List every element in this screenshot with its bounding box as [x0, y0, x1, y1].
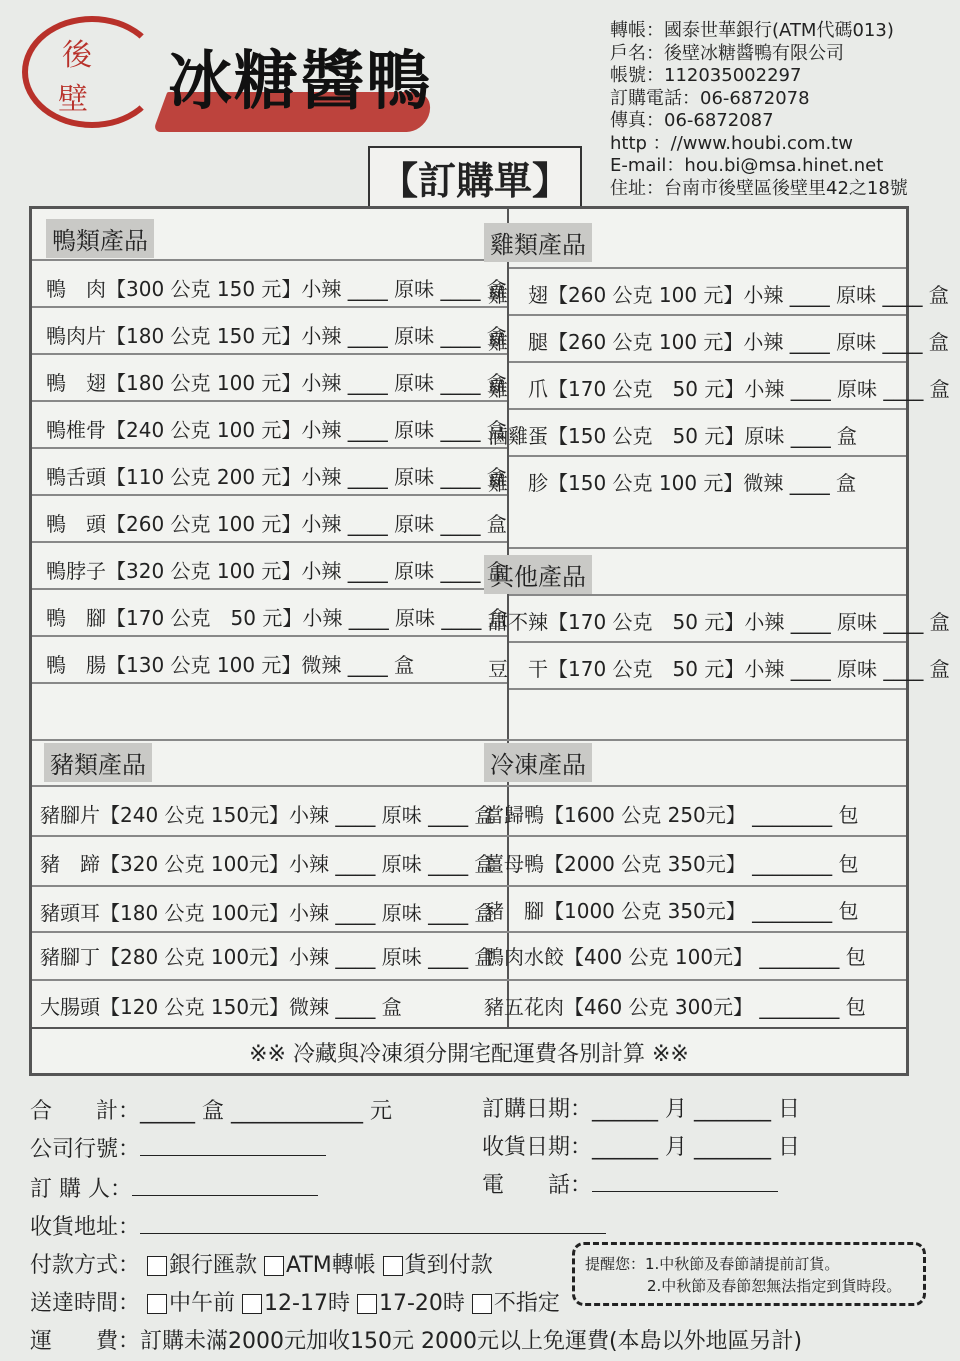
duck-row: 鴨 頭【260 公克 100 元】小辣 ____ 原味 ____ 盒: [46, 512, 507, 536]
chicken-row: 雞 爪【170 公克 50 元】小辣 ____ 原味 ____ 盒: [488, 377, 950, 401]
section-chicken: 雞類產品: [484, 223, 592, 262]
payment-option: 銀行匯款: [169, 1253, 258, 1278]
phone-label: 電 話：: [482, 1173, 593, 1198]
buyer-field[interactable]: [30, 1172, 318, 1203]
chicken-row: 雞 胗【150 公克 100 元】微辣 ____ 盒: [488, 471, 857, 495]
total-field[interactable]: 合 計：_____ 盒 ____________ 元: [30, 1099, 392, 1124]
duck-row: 鴨肉片【180 公克 150 元】小辣 ____ 原味 ____ 盒: [46, 324, 507, 348]
chicken-row: 滷雞蛋【150 公克 50 元】原味 ____ 盒: [488, 424, 858, 448]
atm-transfer-checkbox[interactable]: [264, 1256, 284, 1276]
reminder-line-2: 2.中秋節及春節恕無法指定到貨時段。: [647, 1277, 902, 1295]
payment-option: 貨到付款: [404, 1253, 493, 1278]
company-label: 公司行號：: [30, 1137, 141, 1162]
frozen-row: 鴨肉水餃【400 公克 100元】 ________ 包: [484, 945, 866, 969]
delivery-time-row: [30, 1286, 560, 1317]
delivery-time-label: 送達時間：: [30, 1291, 141, 1316]
duck-row: 鴨 翅【180 公克 100 元】小辣 ____ 原味 ____ 盒: [46, 371, 507, 395]
duck-row: 鴨 腳【170 公克 50 元】小辣 ____ 原味 ____ 盒: [46, 606, 508, 630]
cod-checkbox[interactable]: [383, 1256, 403, 1276]
duck-row: 鴨脖子【320 公克 100 元】小辣 ____ 原味 ____ 盒: [46, 559, 507, 583]
info-line: 傳真：06-6872087: [610, 110, 774, 131]
payment-label: 付款方式：: [30, 1253, 141, 1278]
17-20-checkbox[interactable]: [357, 1294, 377, 1314]
12-17-checkbox[interactable]: [242, 1294, 262, 1314]
logo-char-2: 壁: [58, 82, 88, 117]
brand-title: 冰糖醬鴨: [168, 44, 432, 119]
info-line: 住址：台南市後壁區後壁里42之18號: [610, 177, 908, 199]
logo-circle: [22, 16, 162, 128]
frozen-row: 當歸鴨【1600 公克 250元】 ________ 包: [484, 803, 859, 827]
receive-date-field[interactable]: 收貨日期：______ 月 _______ 日: [482, 1135, 800, 1160]
shipping-note: ※※ 冷藏與冷凍須分開宅配運費各別計算 ※※: [249, 1042, 689, 1067]
pork-row: 豬 蹄【320 公克 100元】小辣 ____ 原味 ____ 盒: [40, 852, 495, 876]
reminder-line-1: 提醒您：1.中秋節及春節請提前訂貨。: [585, 1255, 840, 1273]
form-title: 【訂購單】: [368, 146, 582, 209]
phone-field[interactable]: [482, 1168, 778, 1199]
duck-row: 鴨 腸【130 公克 100 元】微辣 ____ 盒: [46, 653, 415, 677]
before-noon-checkbox[interactable]: [147, 1294, 167, 1314]
section-pork: 豬類產品: [44, 743, 152, 782]
pork-row: 豬腳丁【280 公克 100元】小辣 ____ 原味 ____ 盒: [40, 945, 495, 969]
time-option: 12-17時: [264, 1291, 350, 1316]
info-line: E-mail：hou.bi@msa.hinet.net: [610, 155, 884, 176]
phone-blank[interactable]: [592, 1173, 778, 1192]
other-row: 甜不辣【170 公克 50 元】小辣 ____ 原味 ____ 盒: [488, 610, 950, 634]
duck-row: 鴨舌頭【110 公克 200 元】小辣 ____ 原味 ____ 盒: [46, 465, 507, 489]
order-date-field[interactable]: 訂購日期：______ 月 _______ 日: [482, 1097, 800, 1122]
chicken-row: 雞 翅【260 公克 100 元】小辣 ____ 原味 ____ 盒: [488, 283, 949, 307]
time-option: 中午前: [169, 1291, 236, 1316]
time-option: 不指定: [493, 1291, 560, 1316]
order-table: [29, 206, 950, 1076]
bank-transfer-checkbox[interactable]: [147, 1256, 167, 1276]
payment-row: [30, 1248, 493, 1279]
frozen-row: 豬五花肉【460 公克 300元】 ________ 包: [484, 995, 866, 1019]
buyer-label: 訂 購 人：: [30, 1177, 132, 1202]
shipping-fee: 運 費：訂購未滿2000元加收150元 2000元以上免運費(本島以外地區另計): [30, 1329, 803, 1354]
duck-row: 鴨椎骨【240 公克 100 元】小辣 ____ 原味 ____ 盒: [46, 418, 507, 442]
pork-row: 大腸頭【120 公克 150元】微辣 ____ 盒: [40, 995, 402, 1019]
no-preference-checkbox[interactable]: [472, 1294, 492, 1314]
info-line: 訂購電話：06-6872078: [610, 87, 810, 109]
info-line: 轉帳：國泰世華銀行(ATM代碼013): [610, 20, 894, 41]
pork-row: 豬腳片【240 公克 150元】小辣 ____ 原味 ____ 盒: [40, 803, 495, 827]
payment-option: ATM轉帳: [286, 1253, 376, 1278]
reminder-box: [572, 1242, 926, 1306]
time-option: 17-20時: [378, 1291, 465, 1316]
chicken-row: 雞 腿【260 公克 100 元】小辣 ____ 原味 ____ 盒: [488, 330, 949, 354]
other-row: 豆 干【170 公克 50 元】小辣 ____ 原味 ____ 盒: [488, 657, 950, 681]
info-line: 戶名：後壁冰糖醬鴨有限公司: [610, 42, 844, 64]
address-field[interactable]: [30, 1210, 606, 1241]
frozen-row: 薑母鴨【2000 公克 350元】 ________ 包: [484, 852, 859, 876]
pork-row: 豬頭耳【180 公克 100元】小辣 ____ 原味 ____ 盒: [40, 901, 495, 925]
buyer-blank[interactable]: [132, 1177, 318, 1196]
frozen-row: 豬 腳【1000 公克 350元】 ________ 包: [484, 899, 859, 923]
company-blank[interactable]: [140, 1137, 326, 1156]
company-field[interactable]: [30, 1132, 326, 1163]
section-duck: 鴨類產品: [46, 219, 154, 258]
info-line: http ：//www.houbi.com.tw: [610, 132, 853, 154]
duck-row: 鴨 肉【300 公克 150 元】小辣 ____ 原味 ____ 盒: [46, 277, 507, 301]
address-blank[interactable]: [140, 1215, 606, 1234]
logo-char-1: 後: [62, 38, 92, 73]
section-other: 其他產品: [484, 555, 592, 594]
section-frozen: 冷凍產品: [484, 743, 592, 782]
info-line: 帳號：112035002297: [610, 65, 802, 86]
address-label: 收貨地址：: [30, 1215, 141, 1240]
contact-info: [610, 20, 908, 200]
